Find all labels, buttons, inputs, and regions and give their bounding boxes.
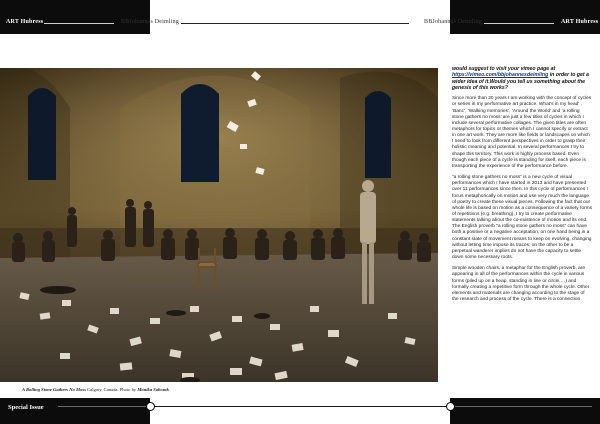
footer-rule-center [152, 406, 448, 407]
vimeo-link[interactable]: https://vimeo.com/bbjohannesdeimling [452, 72, 549, 79]
header-rule-left [44, 23, 114, 24]
footer-band-right [450, 398, 600, 424]
caption-title: A Rolling Stone Gathers No Moss [22, 387, 86, 392]
footer-rule-left [58, 406, 150, 407]
header-rule-center [181, 23, 409, 24]
answer-paragraph-2: “a rolling stone gathers no moss” is a new cycle of visual performances which I have started in 2013 and have presented over 11 performances since then. In this cycle of performances I focus metaphorically on motion and use very much the language of poetry to create these visual pieces. Following the fact that our whole life is based on motion as a consequence of a variety forms of repetitions (e.g. breathing), I try to create performative statements talking about the co-existence of motion and its end. The English proverb “a rolling stone gathers no moss” can have both a positive or a negative acceptation, on one hand being in a constant state of movement means to keep on evolving, changing without letting time impose its traces; on the other to be a perpetual wanderer implies do not have the capacity to settle down some necessary roots. [452, 175, 592, 261]
caption-photographer: Monika Sobczak [137, 387, 169, 392]
answer-paragraph-3: Simple wooden chairs, a metaphor for the English proverb, are appearing in all of the performances within the cycle in various forms (piled up on a heap, standing in line or circle,…) and formally creating a repetitive form through the whole cycle. Other elements and materials are changing according to the stage of the research and process of the cycle. There is a connection [452, 266, 590, 303]
question-prefix: would suggest to visit your vimeo page at [452, 66, 556, 72]
page-marker-right [446, 402, 455, 411]
footer-rule-right [452, 406, 592, 407]
answer-paragraph-1: Since more than 20 years I am working with the concept of cycles or series in my performative art practice. What’s in my head’ , ‘Banc’, ‘Walking memories’, ‘Around the World’ and ‘a rolling stone gathers no moss’ are just a few titles of cycles in which I include several performative collages. The given titles are often metaphors for topics or themes which I cannot specify or extract in one art work. They are more like fields or landscapes on which I need to look from different perspectives in order to grasp their holistic meaning and potential. In several performances I try to shape this territory. This work is highly process based. Even though each piece of a cycle is standing for itself, each piece is transporting the experience of the performance before. [452, 96, 592, 169]
page-marker-left [146, 402, 155, 411]
article-column [452, 66, 592, 384]
magazine-title-left: ART Hubress [6, 19, 44, 25]
header-band-right [450, 0, 600, 34]
magazine-title-right: ART Hubress [561, 19, 599, 25]
footer-band-left [0, 398, 150, 424]
performance-photo [0, 68, 438, 382]
header-artist-left: BBJohannes Deimling [121, 19, 179, 25]
header-artist-right: BBJohannes Deimling [424, 19, 482, 25]
question-suffix: in order to get a wider idea of it.Would you tell us something about the genesis of this works? [452, 72, 589, 91]
header-band-left [0, 0, 150, 34]
caption-location: Calgary, Canada. Photo by [87, 387, 137, 392]
header-rule-right [484, 23, 554, 24]
photo-caption [22, 387, 169, 392]
interview-question [452, 66, 592, 91]
footer-label: Special Issue [8, 404, 44, 411]
